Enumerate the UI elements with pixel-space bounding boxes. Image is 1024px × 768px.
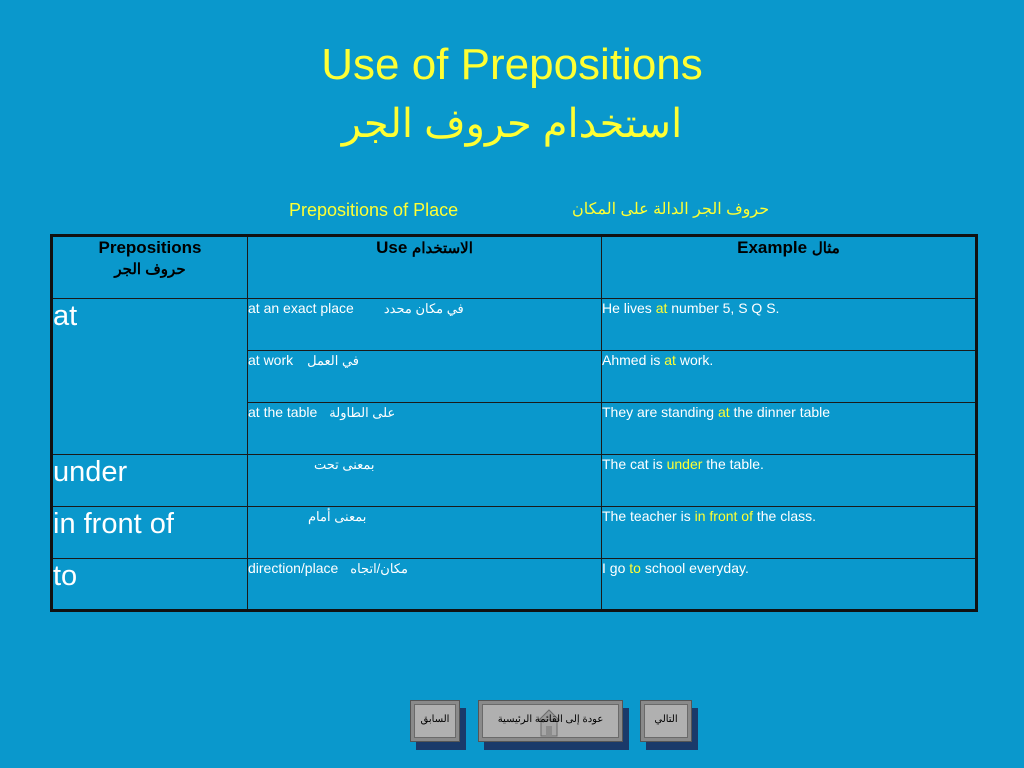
- header-use: [248, 236, 602, 299]
- example-text: The teacher is: [602, 508, 695, 524]
- header-prepositions: [52, 236, 248, 299]
- header-example-en: Example: [737, 238, 808, 257]
- prepositions-table: [50, 234, 978, 612]
- table-header-row: [52, 236, 977, 299]
- example-highlight: to: [629, 560, 641, 576]
- use-text-arabic: مكان/اتجاه: [350, 561, 408, 576]
- use-cell: [248, 507, 602, 559]
- main-menu-button-label: عودة إلى القائمة الرئيسية: [497, 714, 604, 725]
- use-text-arabic: في مكان محدد: [383, 301, 464, 316]
- header-example: [602, 236, 977, 299]
- example-highlight: at: [655, 300, 668, 316]
- example-text: number 5, S Q S.: [667, 300, 780, 316]
- use-text-arabic: بمعنى تحت: [314, 457, 375, 472]
- example-cell: [602, 507, 977, 559]
- example-cell: [602, 403, 977, 455]
- section-subtitle: Prepositions of Place: [289, 200, 459, 220]
- example-text: school everyday.: [640, 560, 749, 576]
- example-text: the dinner table: [729, 404, 831, 420]
- example-highlight: in front of: [694, 508, 753, 524]
- header-use-ar: الاستخدام: [412, 240, 473, 257]
- example-text: He lives: [602, 300, 656, 316]
- page-title: Use of Prepositions: [321, 40, 703, 89]
- table-row: [52, 507, 977, 559]
- main-menu-button[interactable]: [478, 700, 623, 742]
- use-text-arabic: بمعنى أمام: [308, 509, 367, 524]
- example-cell: [602, 351, 977, 403]
- example-cell: [602, 299, 977, 351]
- example-cell: [602, 559, 977, 611]
- preposition-cell: under: [52, 455, 248, 507]
- example-text: the class.: [752, 508, 817, 524]
- use-cell: [248, 559, 602, 611]
- preposition-cell: in front of: [52, 507, 248, 559]
- header-use-en: Use: [376, 238, 408, 257]
- header-prepositions-en: Prepositions: [98, 238, 202, 257]
- example-text: They are standing: [602, 404, 718, 420]
- use-text: at the table: [248, 404, 318, 420]
- page-title-arabic: استخدام حروف الجر: [341, 102, 683, 146]
- table-row: [52, 455, 977, 507]
- use-text-arabic: على الطاولة: [329, 405, 396, 420]
- previous-button[interactable]: [410, 700, 460, 742]
- preposition-cell: to: [52, 559, 248, 611]
- example-highlight: under: [666, 456, 703, 472]
- example-text: work.: [675, 352, 714, 368]
- use-cell: [248, 299, 602, 351]
- header-example-ar: مثال: [811, 240, 840, 257]
- example-text: the table.: [702, 456, 764, 472]
- example-text: Ahmed is: [602, 352, 665, 368]
- example-text: I go: [602, 560, 630, 576]
- preposition-cell: at: [52, 299, 248, 455]
- example-cell: [602, 455, 977, 507]
- use-text-arabic: في العمل: [307, 353, 359, 368]
- use-text: at work: [248, 352, 294, 368]
- next-button-label: التالي: [654, 714, 678, 725]
- use-text: at an exact place: [248, 300, 354, 316]
- use-cell: [248, 403, 602, 455]
- table-row: [52, 299, 977, 351]
- section-subtitle-arabic: حروف الجر الدالة على المكان: [572, 201, 770, 218]
- next-button[interactable]: [640, 700, 692, 742]
- example-highlight: at: [664, 352, 676, 368]
- previous-button-label: السابق: [420, 714, 450, 725]
- use-cell: [248, 455, 602, 507]
- use-text: direction/place: [248, 560, 339, 576]
- use-cell: [248, 351, 602, 403]
- example-highlight: at: [717, 404, 730, 420]
- example-text: The cat is: [602, 456, 667, 472]
- table-row: [52, 559, 977, 611]
- header-prepositions-ar: حروف الجر: [114, 261, 186, 278]
